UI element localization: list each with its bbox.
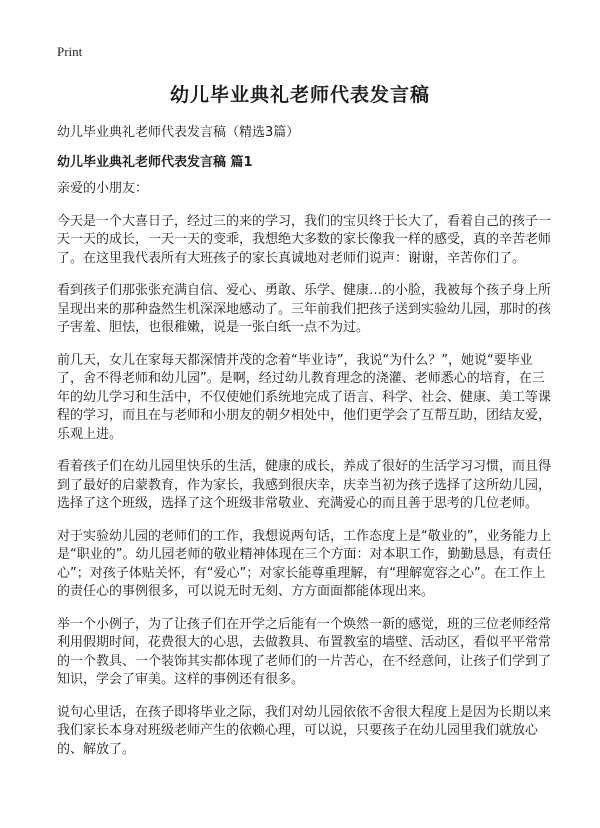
body-paragraph: 前几天，女儿在家每天都深情并茂的念着“毕业诗”，我说“为什么？”，她说“要毕业了，舍不得老师和幼儿园”。是啊，经过幼儿教育理念的浇灌、老师悉心的培育，在三年的幼儿学习和生活中，不仅使她们系统地完成了语言、科学、社会、健康、美工等课程的学习，而且在与老师和小朋友的朝夕相处中，他们更学会了互帮互助，团结友爱，乐观上进。 — [57, 352, 552, 442]
print-link[interactable]: Print — [57, 44, 83, 59]
body-paragraph: 看到孩子们那张张充满自信、爱心、勇敢、乐学、健康…的小脸，我被每个孩子身上所呈现出来的那种盎然生机深深地感动了。三年前我们把孩子送到实验幼儿园，那时的孩子害羞、胆怯，也很稚嫩，说是一张白纸一点不为过。 — [57, 283, 552, 335]
page-title: 幼儿毕业典礼老师代表发言稿 — [169, 84, 430, 106]
section-heading: 幼儿毕业典礼老师代表发言稿 篇1 — [57, 155, 253, 170]
body-paragraph: 说句心里话，在孩子即将毕业之际，我们对幼儿园依依不舍很大程度上是因为长期以来我们家长本身对班级老师产生的依赖心理，可以说，只要孩子在幼儿园里我们就放心的、解放了。 — [57, 704, 552, 757]
document-subtitle: 幼儿毕业典礼老师代表发言稿（精选3篇） — [57, 125, 300, 140]
body-paragraph: 看着孩子们在幼儿园里快乐的生活，健康的成长，养成了很好的生活学习习惯，而且得到了最好的启蒙教育，作为家长，我感到很庆幸，庆幸当初为孩子选择了这所幼儿园，选择了这个班级，选择了这个班级非常敬业、充满爱心的而且善于思考的几位老师。 — [57, 459, 552, 511]
body-paragraph: 今天是一个大喜日子，经过三的来的学习，我们的宝贝终于长大了，看着自己的孩子一天一天的成长，一天一天的变乖，我想绝大多数的家长像我一样的感受，真的辛苦老师了。在这里我代表所有大班孩子的家长真诚地对老师们说声：谢谢，辛苦你们了。 — [57, 213, 552, 266]
greeting-paragraph: 亲爱的小朋友： — [57, 181, 149, 196]
article-body — [57, 180, 557, 773]
body-paragraph: 对于实验幼儿园的老师们的工作，我想说两句话，工作态度上是“敬业的”，业务能力上是“职业的”。幼儿园老师的敬业精神体现在三个方面：对本职工作，勤勤恳恳，有责任心”；对孩子体贴关怀，有“爱心”；对家长能尊重理解，有“理解宽容之心”。在工作上的责任心的事例很多，可以说无时无刻、方方面面都能体现出来。 — [57, 528, 552, 599]
body-paragraph: 举一个小例子，为了让孩子们在开学之后能有一个焕然一新的感觉，班的三位老师经常利用假期时间，花费很大的心思，去做教具、布置教室的墙壁、活动区，看似平平常常的一个教具、一个装饰其实都体现了老师们的一片苦心，在不经意间，让孩子们学到了知识，学会了审美。这样的事例还有很多。 — [57, 616, 552, 687]
